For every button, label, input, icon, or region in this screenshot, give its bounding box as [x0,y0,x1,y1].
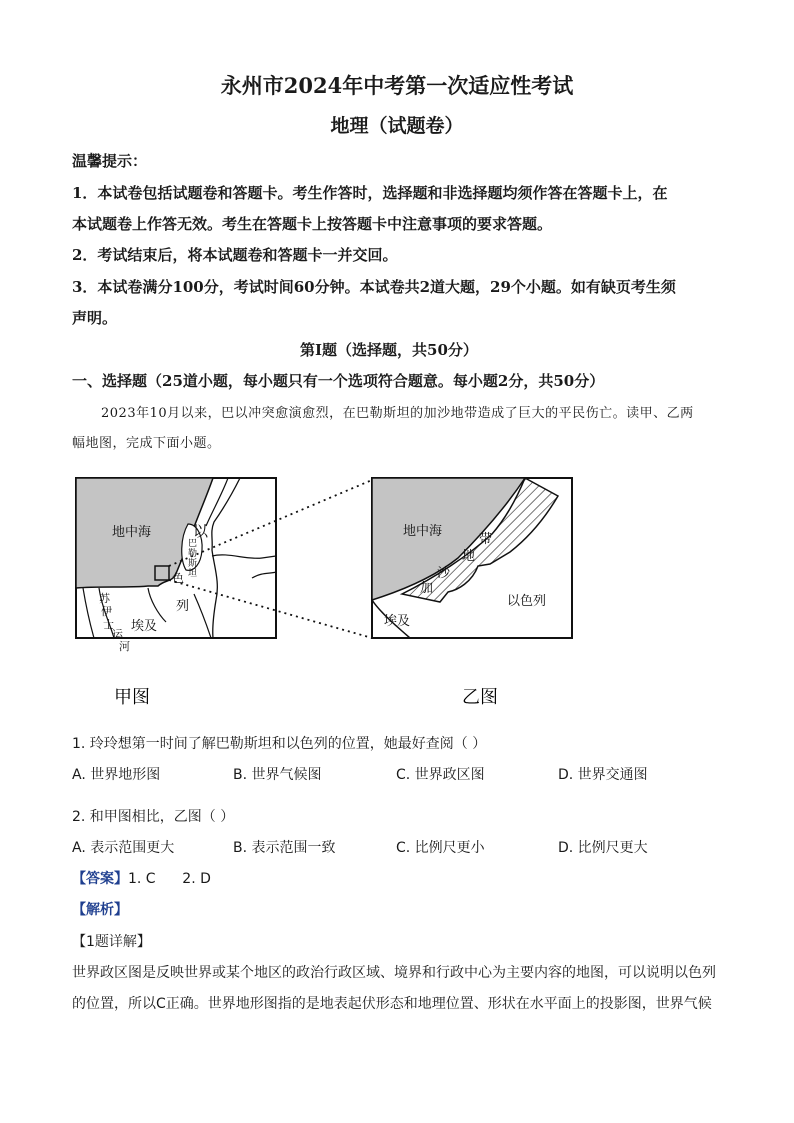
notice-line: 2．考试结束后，将本试题卷和答题卡一并交回。 [72,246,398,264]
map-label-palestine: 巴 [188,539,198,549]
map-label-canal: 河 [119,640,130,653]
question-1-option-c: C. 世界政区图 [396,767,485,783]
part-title: 第Ⅰ题（选择题，共50分） [300,341,478,359]
exam-subtitle: 地理（试题卷） [330,115,464,137]
map-label-israel: 列 [176,599,190,614]
question-2-option-a: A. 表示范围更大 [72,840,175,856]
answer-label: 【答案】 [72,871,128,887]
map-label-palestine: 斯 [188,559,198,569]
map-caption-jia: 甲图 [114,687,150,708]
maps-figure [0,460,794,710]
question-1-stem: 1. 玲玲想第一时间了解巴勒斯坦和以色列的位置，她最好查阅（ ） [72,736,487,752]
map-label-sea: 地中海 [403,524,443,539]
question-1-option-b: B. 世界气候图 [233,767,322,783]
map-label-israel: 以 [193,522,209,540]
notice-line: 3．本试卷满分100分，考试时间60分钟。本试卷共2道大题，29个小题。如有缺页考生须 [72,278,676,296]
question-2-option-d: D. 比例尺更大 [558,840,648,856]
map-label-israel: 以色列 [507,594,547,609]
map-label-canal: 运 [112,628,123,641]
notice-line: 声明。 [72,309,118,327]
map-label-palestine: 坦 [188,569,198,579]
section-heading: 一、选择题（25道小题，每小题只有一个选项符合题意。每小题2分，共50分） [72,372,605,390]
detail-label: 【1题详解】 [72,934,151,950]
answer-row [72,868,211,888]
map-label-israel: 色 [172,571,185,585]
map-label-canal: 士 [103,618,114,631]
question-2-option-c: C. 比例尺更小 [396,840,485,856]
map-label-egypt: 埃及 [384,614,411,629]
map-label-palestine: 勒 [188,549,198,559]
exam-title: 永州市2024年中考第一次适应性考试 [220,73,574,98]
answer-text: 1. C 2. D [128,871,211,887]
map-label-gaza: 地 [462,549,476,564]
question-2-stem: 2. 和甲图相比，乙图（ ） [72,809,235,825]
map-label-gaza: 沙 [437,566,451,581]
notice-line: 本试题卷上作答无效。考生在答题卡上按答题卡中注意事项的要求答题。 [72,215,553,233]
map-caption-yi: 乙图 [462,687,498,708]
map-label-egypt: 埃及 [131,619,158,634]
map-label-gaza: 带 [479,532,493,547]
map-label-sea: 地中海 [112,525,152,540]
intro-text: 2023年10月以来，巴以冲突愈演愈烈，在巴勒斯坦的加沙地带造成了巨大的平民伤亡。读甲、乙两 [101,406,694,421]
intro-text: 幅地图，完成下面小题。 [72,436,221,451]
analysis-label: 【解析】 [72,902,128,918]
map-label-canal: 苏 [99,592,110,605]
analysis-text: 的位置，所以C正确。世界地形图指的是地表起伏形态和地理位置、形状在水平面上的投影图，世界气候 [72,996,712,1012]
notice-line: 1．本试卷包括试题卷和答题卡。考生作答时，选择题和非选择题均须作答在答题卡上，在 [72,184,668,202]
map-label-gaza: 加 [420,581,434,596]
question-1-option-d: D. 世界交通图 [558,767,648,783]
question-2-option-b: B. 表示范围一致 [233,840,336,856]
analysis-text: 世界政区图是反映世界或某个地区的政治行政区域、境界和行政中心为主要内容的地图，可以说明以色列 [72,965,716,981]
question-1-option-a: A. 世界地形图 [72,767,161,783]
map-label-canal: 伊 [101,605,112,618]
notice-heading: 温馨提示： [72,152,148,170]
